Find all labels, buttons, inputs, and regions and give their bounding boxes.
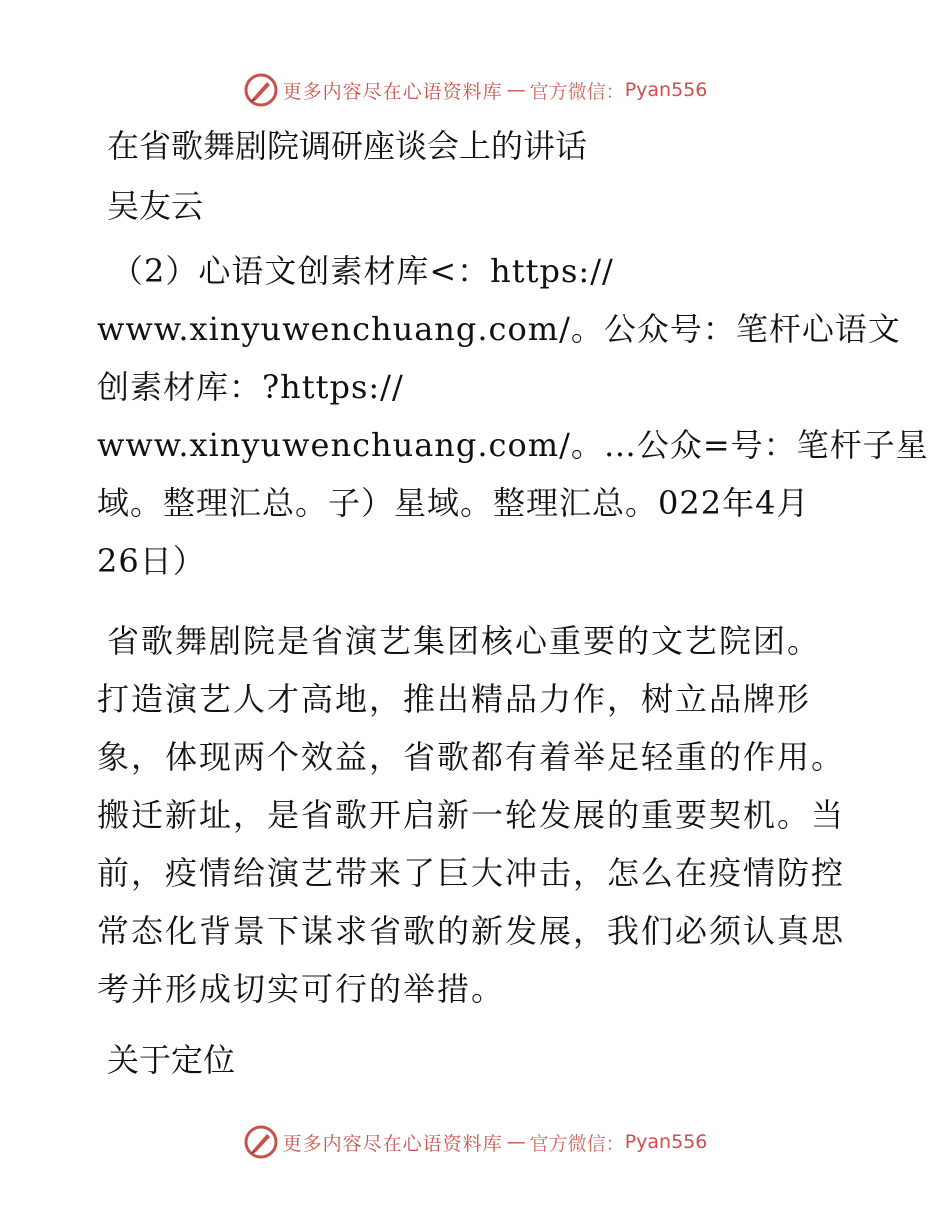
pen-logo-icon (243, 1124, 279, 1160)
watermark-separator: — (506, 1131, 526, 1153)
paragraph-line: 象，体现两个效益，省歌都有着举足轻重的作用。 (97, 738, 846, 776)
pen-logo-icon (243, 72, 279, 108)
footer-watermark (0, 1124, 950, 1160)
document-title: 在省歌舞剧院调研座谈会上的讲话 (107, 127, 588, 165)
document-author: 吴友云 (107, 187, 204, 225)
source-note (97, 242, 929, 590)
note-line: 26日） (97, 542, 206, 580)
note-line: 域。整理汇总。子）星域。整理汇总。022年4月 (97, 484, 810, 522)
paragraph-line: 前，疫情给演艺带来了巨大冲击，怎么在疫情防控 (97, 854, 846, 892)
note-line: www.xinyuwenchuang.com/。公众号：笔杆心语文 (97, 310, 901, 348)
body-paragraph (97, 612, 857, 1018)
watermark-main-text: 更多内容尽在心语资料库 (282, 1132, 503, 1155)
section-heading: 关于定位 (107, 1041, 236, 1079)
paragraph-line: 打造演艺人才高地，推出精品力作，树立品牌形 (97, 680, 812, 718)
header-watermark (0, 72, 950, 108)
paragraph-line: 常态化背景下谋求省歌的新发展，我们必须认真思 (97, 912, 846, 950)
note-line: 创素材库：?https:// (97, 368, 404, 406)
watermark-wechat-id: Pyan556 (624, 79, 708, 101)
watermark-tail-text: 官方微信： (529, 1132, 625, 1155)
paragraph-line: 考并形成切实可行的举措。 (97, 970, 506, 1008)
paragraph-line: 搬迁新址，是省歌开启新一轮发展的重要契机。当 (97, 796, 846, 834)
watermark-wechat-id: Pyan556 (624, 1131, 708, 1153)
note-line: www.xinyuwenchuang.com/。…公众=号：笔杆子星 (97, 426, 929, 464)
note-line: （2）心语文创素材库<：https:// (111, 252, 614, 290)
paragraph-line: 省歌舞剧院是省演艺集团核心重要的文艺院团。 (107, 622, 822, 660)
watermark-separator: — (506, 79, 526, 101)
watermark-main-text: 更多内容尽在心语资料库 (282, 80, 503, 103)
watermark-tail-text: 官方微信： (529, 80, 625, 103)
document-body (97, 120, 929, 1082)
